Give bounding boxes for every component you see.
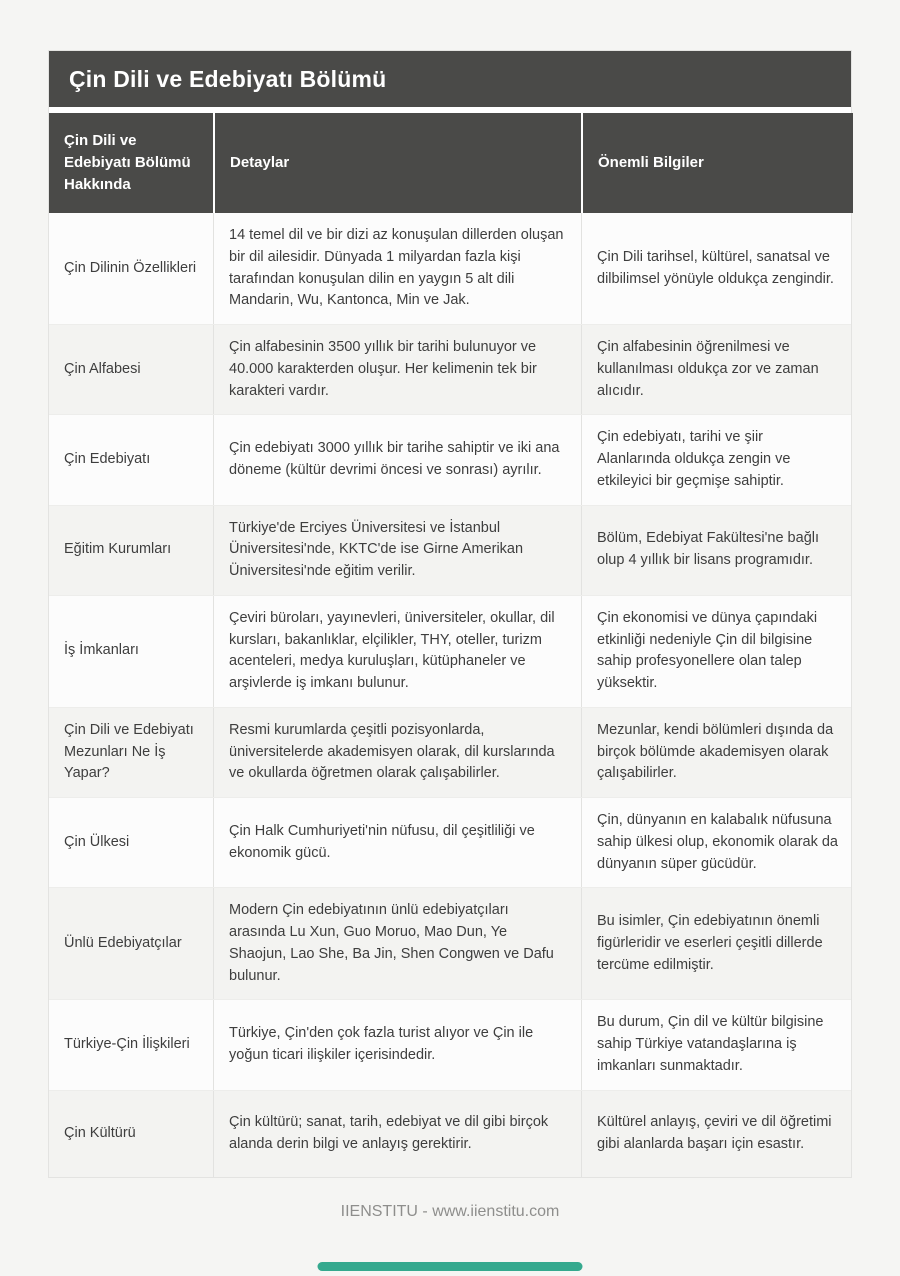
info-cell [581, 506, 853, 595]
table-body [49, 213, 851, 1177]
topic-text: Ünlü Edebiyatçılar [64, 934, 182, 951]
info-cell [581, 798, 853, 887]
table-row [49, 887, 851, 999]
table-row [49, 414, 851, 504]
detail-text: Çin kültürü; sanat, tarih, edebiyat ve dil gibi birçok alanda derin bilgi ve anlayış gerektirir. [229, 1113, 549, 1152]
info-cell [581, 1091, 853, 1177]
table-header-row [49, 113, 851, 213]
table-row [49, 999, 851, 1089]
detail-text: Çin edebiyatı 3000 yıllık bir tarihe sahiptir ve iki ana döneme (kültür devrimi öncesi ve sonrası) ayrılır. [229, 440, 560, 478]
column-header-details: Detaylar [213, 113, 581, 213]
topic-text: Çin Dili ve Edebiyatı Mezunları Ne İş Yapar? [64, 721, 194, 782]
topic-cell [49, 1091, 213, 1177]
info-text: Çin edebiyatı, tarihi ve şiir Alanlarında oldukça zengin ve etkileyici bir geçmişe sahiptir. [597, 429, 791, 489]
detail-cell [213, 596, 581, 707]
topic-text: Çin Edebiyatı [64, 451, 151, 467]
detail-text: 14 temel dil ve bir dizi az konuşulan dillerden oluşan bir dil ailesidir. Dünyada 1 milyardan fazla kişi tarafından konuşulan dilin en yaygın 5 alt dili Mandarin, Wu, Kantonca, Min ve Jak. [229, 227, 564, 309]
detail-text: Modern Çin edebiyatının ünlü edebiyatçıları arasında Lu Xun, Guo Moruo, Mao Dun, Ye Shaojun, Lao She, Ba Jin, Shen Congwen ve Dafu bulunur. [229, 902, 554, 984]
content-card [48, 50, 852, 1178]
detail-cell [213, 213, 581, 324]
page-title: Çin Dili ve Edebiyatı Bölümü [49, 51, 851, 107]
topic-text: İş İmkanları [64, 642, 139, 659]
topic-text: Çin Ülkesi [64, 833, 130, 850]
info-cell [581, 888, 853, 999]
detail-cell [213, 798, 581, 887]
info-cell [581, 1000, 853, 1089]
column-header-topic: Çin Dili ve Edebiyatı Bölümü Hakkında [49, 113, 213, 213]
topic-cell [49, 708, 213, 797]
info-text: Bölüm, Edebiyat Fakültesi'ne bağlı olup 4 yıllık bir lisans programıdır. [597, 530, 820, 569]
topic-cell [49, 1000, 213, 1089]
topic-cell [49, 415, 213, 504]
topic-text: Türkiye-Çin İlişkileri [64, 1036, 190, 1052]
table-row [49, 213, 851, 324]
topic-cell [49, 506, 213, 595]
topic-cell [49, 888, 213, 999]
detail-cell [213, 325, 581, 414]
table-row [49, 1090, 851, 1177]
info-text: Çin, dünyanın en kalabalık nüfusuna sahip ülkesi olup, ekonomik olarak da dünyanın süper gücüdür. [597, 812, 838, 872]
table-row [49, 797, 851, 887]
detail-text: Çeviri büroları, yayınevleri, üniversiteler, okullar, dil kursları, bakanlıklar, elçilikler, THY, oteller, turizm acenteleri, medya kuruluşları, kütüphaneler ve arşivlerde iş imkanı bulunur. [229, 609, 555, 691]
info-text: Çin alfabesinin öğrenilmesi ve kullanılması oldukça zor ve zaman alıcıdır. [597, 339, 819, 399]
detail-cell [213, 888, 581, 999]
info-cell [581, 708, 853, 797]
detail-text: Resmi kurumlarda çeşitli pozisyonlarda, üniversitelerde akademisyen olarak, dil kurslarında ve okullarda öğretmen olarak çalışabilirler. [229, 721, 555, 782]
info-text: Mezunlar, kendi bölümleri dışında da birçok bölümde akademisyen olarak çalışabilirler. [597, 721, 834, 782]
topic-cell [49, 325, 213, 414]
info-cell [581, 415, 853, 504]
topic-text: Eğitim Kurumları [64, 541, 172, 558]
info-cell [581, 325, 853, 414]
detail-cell [213, 708, 581, 797]
info-text: Çin ekonomisi ve dünya çapındaki etkinliği nedeniyle Çin dil bilgisine sahip profesyonellere olan talep yüksektir. [597, 609, 818, 691]
topic-cell [49, 798, 213, 887]
info-text: Çin Dili tarihsel, kültürel, sanatsal ve dilbilimsel yönüyle oldukça zengindir. [597, 248, 834, 287]
detail-cell [213, 1091, 581, 1177]
detail-text: Türkiye, Çin'den çok fazla turist alıyor ve Çin ile yoğun ticari ilişkiler içerisindedir. [229, 1025, 534, 1063]
detail-cell [213, 1000, 581, 1089]
topic-text: Çin Kültürü [64, 1124, 136, 1141]
info-text: Bu durum, Çin dil ve kültür bilgisine sahip Türkiye vatandaşlarına iş imkanları sunmaktadır. [597, 1014, 824, 1074]
detail-text: Türkiye'de Erciyes Üniversitesi ve İstanbul Üniversitesi'nde, KKTC'de ise Girne Amerikan Üniversitesi'nde eğitim verilir. [229, 519, 524, 579]
table-row [49, 595, 851, 707]
detail-cell [213, 506, 581, 595]
info-text: Bu isimler, Çin edebiyatının önemli figürleridir ve eserleri çeşitli dillerde tercüme edilmiştir. [597, 913, 823, 973]
detail-text: Çin Halk Cumhuriyeti'nin nüfusu, dil çeşitliliği ve ekonomik gücü. [229, 822, 535, 861]
table-row [49, 505, 851, 595]
table-row [49, 707, 851, 797]
footer-text: IIENSTITU - www.iienstitu.com [340, 1203, 560, 1220]
info-cell [581, 596, 853, 707]
column-header-info: Önemli Bilgiler [581, 113, 853, 213]
detail-cell [213, 415, 581, 504]
info-cell [581, 213, 853, 324]
detail-text: Çin alfabesinin 3500 yıllık bir tarihi bulunuyor ve 40.000 karakterden oluşur. Her kelimenin tek bir karakteri vardır. [229, 339, 537, 399]
brand-accent-bar [318, 1262, 583, 1271]
topic-text: Çin Dilinin Özellikleri [64, 259, 197, 276]
topic-cell [49, 213, 213, 324]
info-text: Kültürel anlayış, çeviri ve dil öğretimi gibi alanlarda başarı için esastır. [597, 1113, 832, 1152]
table-row [49, 324, 851, 414]
topic-text: Çin Alfabesi [64, 360, 141, 377]
topic-cell [49, 596, 213, 707]
